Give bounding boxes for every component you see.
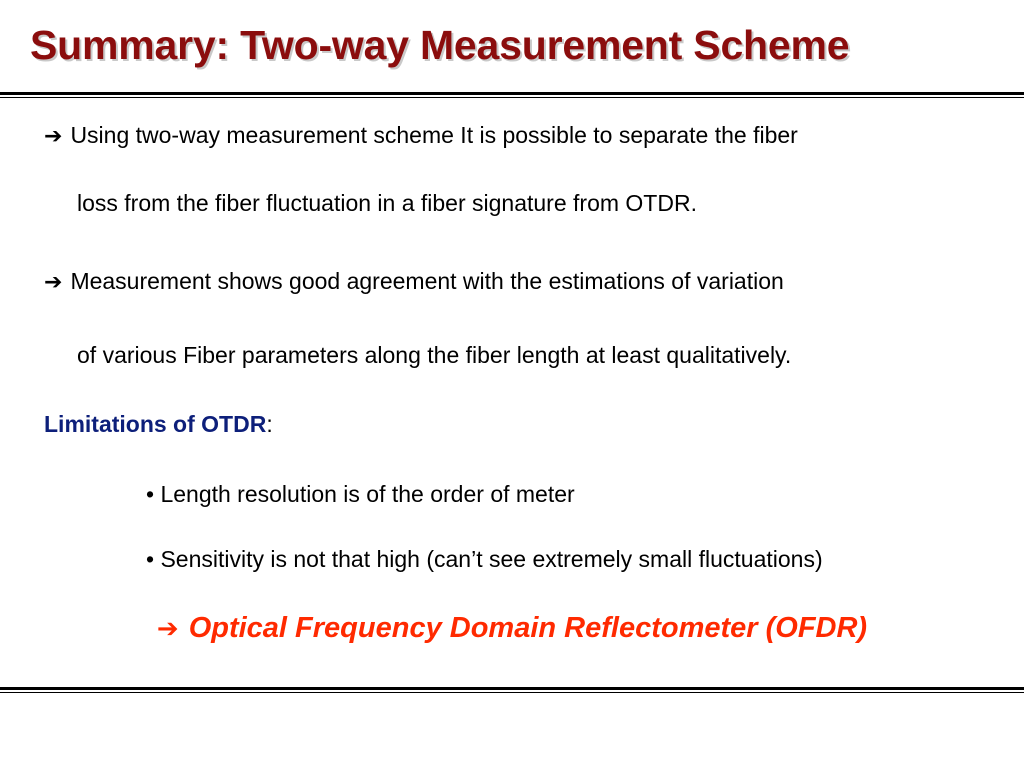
limitations-colon: : <box>266 411 273 437</box>
bullet-1-line-2: loss from the fiber fluctuation in a fiber signature from OTDR. <box>77 190 697 216</box>
right-arrow-icon: ➔ <box>44 123 63 148</box>
bullet-2-text: Measurement shows good agreement with the estimations of variation <box>70 268 784 294</box>
limitation-item-1: • Length resolution is of the order of meter <box>146 481 575 507</box>
limitations-heading-label: Limitations of OTDR <box>44 411 267 437</box>
conclusion-text: Optical Frequency Domain Reflectometer (OFDR) <box>188 612 868 644</box>
footer-divider <box>0 687 1024 693</box>
slide-title: Summary: Two-way Measurement Scheme <box>30 22 850 68</box>
bullet-1-text: Using two-way measurement scheme It is possible to separate the fiber <box>70 122 798 148</box>
right-arrow-icon: ➔ <box>156 613 179 643</box>
bullet-1-line-1 <box>44 122 798 149</box>
limitations-heading <box>44 411 273 438</box>
conclusion <box>0 612 1024 645</box>
bullet-2-line-2: of various Fiber parameters along the fiber length at least qualitatively. <box>77 342 792 368</box>
bullet-2-line-1 <box>44 268 784 295</box>
right-arrow-icon: ➔ <box>44 269 63 294</box>
limitation-item-2: • Sensitivity is not that high (can’t see extremely small fluctuations) <box>146 546 823 572</box>
title-divider <box>0 92 1024 98</box>
